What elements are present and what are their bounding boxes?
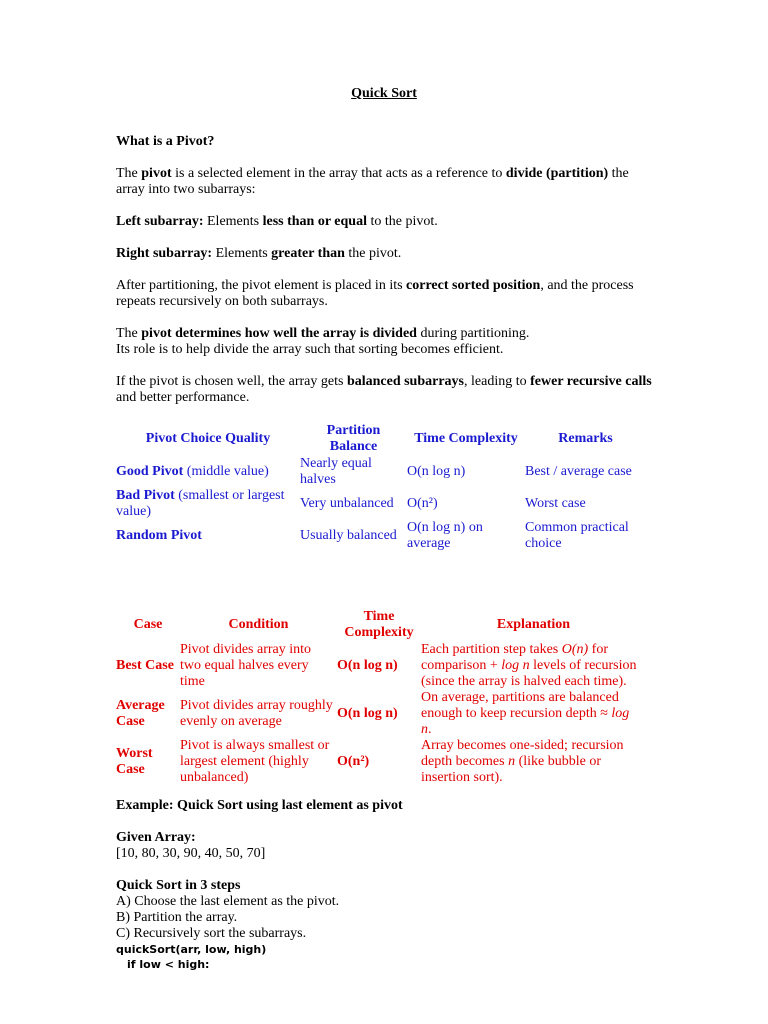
pivot-chosen-paragraph: If the pivot is chosen well, the array gets balanced subarrays, leading to fewer recursive calls and better performance. (116, 374, 652, 405)
case-complexity-table (116, 608, 646, 786)
column-header: Pivot Choice Quality (145, 431, 271, 446)
table-row (116, 642, 646, 690)
steps-block (116, 878, 652, 972)
column-header: Time Complexity (414, 431, 518, 446)
condition-cell: Pivot is always smallest or largest element (highly unbalanced) (180, 738, 330, 785)
case-cell: Best Case (116, 658, 174, 673)
table-row (116, 520, 646, 552)
remarks-cell: Common practical choice (525, 520, 629, 551)
complexity-cell: O(n²) (407, 496, 438, 511)
after-partition-paragraph: After partitioning, the pivot element is placed in its correct sorted position, and the process repeats recursively on both subarrays. (116, 278, 634, 309)
table-row (116, 690, 646, 738)
step-item: B) Partition the array. (116, 910, 238, 925)
condition-cell: Pivot divides array into two equal halves every time (180, 642, 312, 689)
complexity-cell: O(n log n) (337, 706, 398, 721)
pivot-heading: What is a Pivot? (116, 134, 215, 149)
table-row (116, 488, 646, 520)
case-cell: Average Case (116, 698, 165, 729)
right-subarray-paragraph: Right subarray: Elements greater than the pivot. (116, 246, 402, 261)
given-array-block: Given Array: [10, 80, 30, 90, 40, 50, 70] (116, 830, 266, 861)
pivot-choice-cell: Random Pivot (116, 528, 202, 543)
remarks-cell: Worst case (525, 496, 586, 511)
table-header-row (116, 608, 646, 642)
given-array-value: [10, 80, 30, 90, 40, 50, 70] (116, 846, 266, 861)
explanation-cell: On average, partitions are balanced enough to keep recursion depth ≈ log n. (421, 690, 630, 737)
column-header: Partition Balance (326, 423, 381, 454)
column-header: Condition (228, 617, 289, 632)
explanation-cell: Each partition step takes O(n) for comparison + log n levels of recursion (since the array is halved each time). (421, 642, 637, 689)
pivot-choice-cell: Bad Pivot (smallest or largest value) (116, 488, 285, 519)
intro-paragraph: The pivot is a selected element in the array that acts as a reference to divide (partition) the array into two subarrays: (116, 166, 629, 197)
table-row (116, 456, 646, 488)
code-line: if low < high: (127, 958, 210, 971)
example-heading: Example: Quick Sort using last element as pivot (116, 798, 403, 813)
table-header-row (116, 422, 646, 456)
balance-cell: Very unbalanced (300, 496, 394, 511)
step-item: C) Recursively sort the subarrays. (116, 926, 307, 941)
complexity-cell: O(n²) (337, 754, 370, 769)
remarks-cell: Best / average case (525, 464, 632, 479)
balance-cell: Nearly equal halves (300, 456, 372, 487)
left-subarray-paragraph: Left subarray: Elements less than or equal to the pivot. (116, 214, 438, 229)
column-header: Time Complexity (344, 609, 414, 640)
table-row (116, 738, 646, 786)
case-cell: Worst Case (116, 746, 153, 777)
complexity-cell: O(n log n) (337, 658, 398, 673)
pivot-determines-paragraph: The pivot determines how well the array is divided during partitioning. Its role is to help divide the array such that sorting becomes efficient. (116, 326, 530, 357)
column-header: Remarks (558, 431, 613, 446)
complexity-cell: O(n log n) on average (407, 520, 483, 551)
page-title: Quick Sort (351, 86, 417, 101)
pivot-choice-cell: Good Pivot (middle value) (116, 464, 269, 479)
balance-cell: Usually balanced (300, 528, 397, 543)
column-header: Explanation (496, 617, 571, 632)
document-body (116, 86, 652, 972)
pivot-quality-table (116, 422, 646, 552)
complexity-cell: O(n log n) (407, 464, 466, 479)
steps-heading: Quick Sort in 3 steps (116, 878, 241, 893)
condition-cell: Pivot divides array roughly evenly on average (180, 698, 333, 729)
column-header: Case (133, 617, 163, 632)
explanation-cell: Array becomes one-sided; recursion depth becomes n (like bubble or insertion sort). (421, 738, 624, 785)
code-line: quickSort(arr, low, high) (116, 943, 267, 956)
step-item: A) Choose the last element as the pivot. (116, 894, 340, 909)
